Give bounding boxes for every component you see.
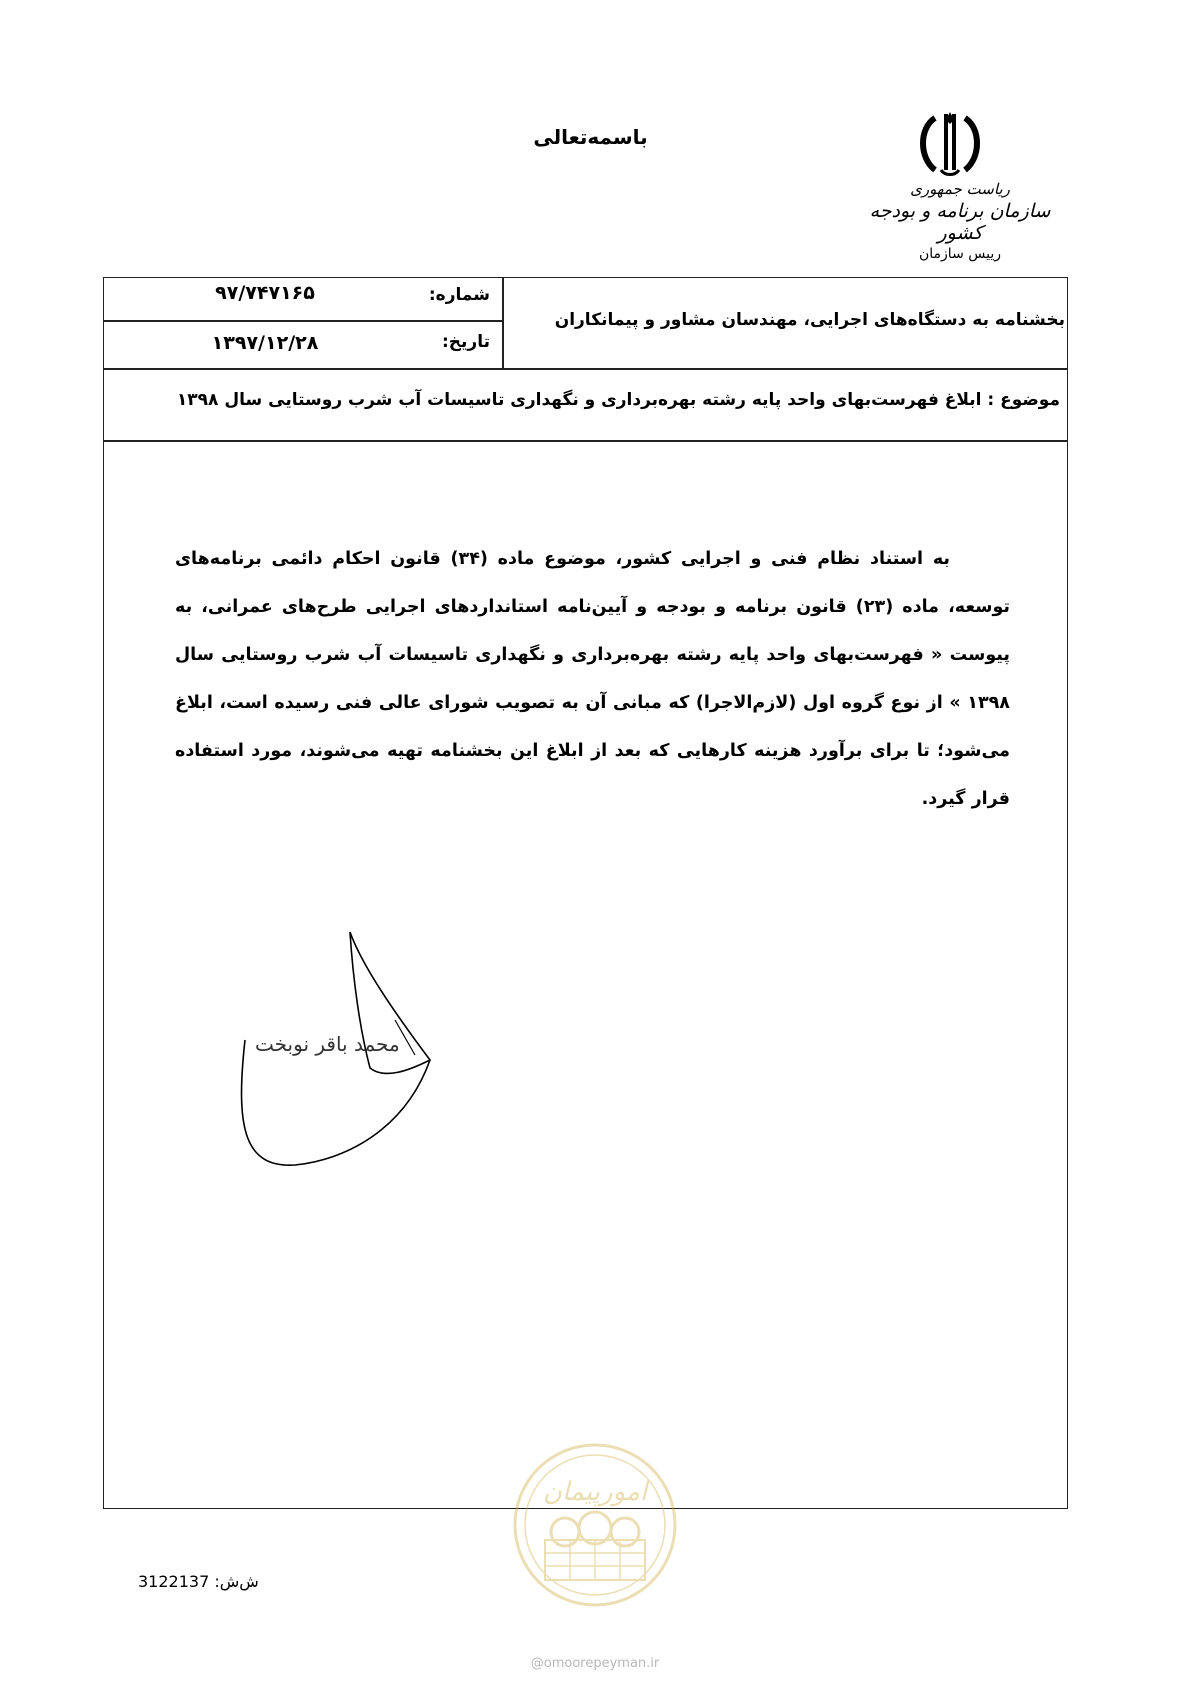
watermark-logo-text: امورپیمان — [542, 1477, 648, 1507]
letter-number: ۹۷/۷۴۷۱۶۵ — [215, 282, 315, 304]
header-bottom-divider — [103, 368, 1068, 370]
number-date-divider — [103, 320, 503, 322]
recipients-line: بخشنامه به دستگاه‌های اجرایی، مهندسان مشاور و پیمانکاران — [554, 310, 1065, 330]
org-line-organization: سازمان برنامه و بودجه کشور — [869, 200, 1051, 244]
watermark-url: @omoorepeyman.ir — [530, 1656, 660, 1671]
org-line-presidency: ریاست جمهوری — [910, 180, 1010, 198]
footer-code: ش‌ش: 3122137 — [138, 1572, 259, 1591]
letter-body: به استناد نظام فنی و اجرایی کشور، موضوع ماده (۳۴) قانون احکام دائمی برنامه‌های توسعه، ماده (۲۳) قانون برنامه و بودجه و آیین‌نامه استانداردهای اجرایی طرح‌های عمرانی، به پیوست « فهرست‌بهای واحد پایه رشته بهره‌برداری و نگهداری تاسیسات آب شرب روستایی سال ۱۳۹۸ » از نوع گروه اول (لازم‌الاجرا) که مبانی آن به تصویب شورای عالی فنی رسیده است، ابلاغ می‌شود؛ تا برای برآورد هزینه کارهایی که بعد از ابلاغ این بخشنامه تهیه می‌شوند، مورد استفاده قرار گیرد. — [175, 549, 1010, 809]
number-label: شماره: — [428, 285, 490, 305]
date-label: تاریخ: — [442, 332, 490, 352]
signer-name-stamp: محمد باقر نوبخت — [255, 1032, 400, 1056]
watermark-logo — [510, 1440, 680, 1610]
iran-emblem-icon — [905, 110, 995, 180]
org-line-head: رییس سازمان — [919, 246, 1001, 262]
organization-block — [860, 180, 1060, 262]
letter-frame — [103, 277, 1068, 1509]
header-divider-vertical — [502, 277, 504, 369]
letter-date: ۱۳۹۷/۱۲/۲۸ — [211, 332, 319, 354]
subject-line: موضوع : ابلاغ فهرست‌بهای واحد پایه رشته بهره‌برداری و نگهداری تاسیسات آب شرب روستایی سال ۱۳۹۸ — [176, 390, 1060, 410]
subject-bottom-divider — [103, 440, 1068, 442]
bismillah-heading: باسمه‌تعالی — [533, 125, 648, 149]
